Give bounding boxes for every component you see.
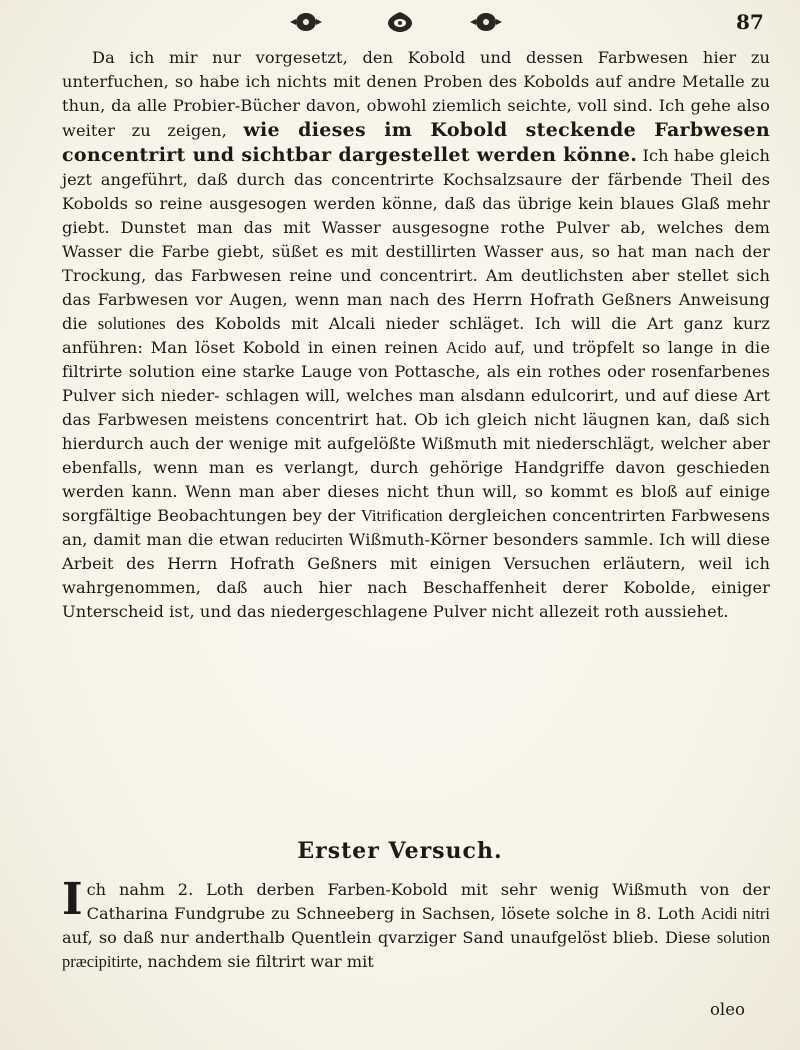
paragraph-text: ch nahm 2. Loth derben Farben-Kobold mit sehr wenig Wißmuth von der Catharina Fundgrube zu Schneeberg in Sachsen, lösete solche in 8. Loth (86, 880, 770, 923)
latin-term: solution præcipitirte, (62, 928, 770, 971)
drop-capital: I (62, 874, 83, 925)
latin-term: Acidi nitri (700, 904, 770, 923)
paragraph-text: dergleichen concentrirten Farbwesens an, damit man die etwan (62, 506, 770, 549)
fleuron-icon (380, 10, 420, 34)
latin-term: reducirten (275, 530, 344, 549)
latin-term: Acido (445, 338, 487, 357)
paragraph-text: auf, so daß nur anderthalb Quentlein qvarziger Sand unaufgelöst blieb. Diese (62, 928, 711, 947)
paragraph-experiment (62, 874, 770, 974)
fleuron-icon (466, 10, 506, 34)
fleuron-icon (286, 10, 326, 34)
paragraph-text: auf, und tröpfelt so lange in die filtrirte solution eine starke Lauge von Pottasche, als ein rothes oder rosenfarbenes Pulver sich nieder- schlagen will, welches man alsdann edulcorirt, und auf diese Art das Farbwesen meistens concentrirt hat. Ob ich gleich nicht läugnen kan, daß sich hierdurch auch der wenige mit aufgelößte Wißmuth mit niederschlägt, welcher aber ebenfalls, wenn man es verlangt, durch gehörige Handgriffe davon geschieden werden kann. Wenn man aber dieses nicht thun will, so kommt es bloß auf einige sorgfältige Beobachtungen bey der (62, 338, 771, 525)
paragraph-text: nachdem sie filtrirt war mit (147, 952, 374, 971)
section-heading: Erster Versuch. (297, 838, 503, 864)
paragraph-main (62, 46, 770, 624)
latin-term: Vitrification (360, 506, 443, 525)
paragraph-text: des Kobolds mit Alcali nieder schläget. Ich will die Art ganz kurz anführen: Man löset Kobold in einen reinen (62, 314, 771, 357)
catchword: oleo (710, 1000, 745, 1019)
paragraph-text: Da ich mir nur vorgesetzt, den Kobold und dessen Farbwesen hier zu unterfuchen, so habe ich nichts mit denen Proben des Kobolds auf andre Metalle zu thun, da alle Probier-Bücher davon, obwohl ziemlich seichte, voll sind. Ich gehe also weiter zu zeigen, (62, 48, 770, 140)
paragraph-text: Wißmuth-Körner besonders sammle. Ich will diese Arbeit des Herrn Hofrath Geßners mit einigen Versuchen erläutern, weil ich wahrgenommen, daß auch hier nach Beschaffenheit derer Kobolde, einiger Unterscheid ist, und das niedergeschlagene Pulver nicht allezeit roth aussiehet. (62, 530, 770, 621)
emphasized-phrase: wie dieses im Kobold steckende Farbwesen concentrirt und sichtbar dargestellet werden könne. (62, 119, 770, 166)
latin-term: solutiones (97, 314, 166, 333)
page-number: 87 (736, 10, 764, 34)
paragraph-text: Ich habe gleich jezt angeführt, daß durch das concentrirte Kochsalzsaure der färbende Theil des Kobolds so reine ausgesogen werden könne, daß das übrige kein blaues Glaß mehr giebt. Dunstet man das mit Wasser ausgesogne rothe Pulver ab, welches dem Wasser die Farbe giebt, süßet es mit destillirten Wasser aus, so hat man nach der Trockung, das Farbwesen reine und concentrirt. Am deutlichsten aber stellet sich das Farbwesen vor Augen, wenn man nach des Herrn Hofrath Geßners Anweisung die (62, 146, 771, 333)
header-ornaments (0, 10, 800, 40)
